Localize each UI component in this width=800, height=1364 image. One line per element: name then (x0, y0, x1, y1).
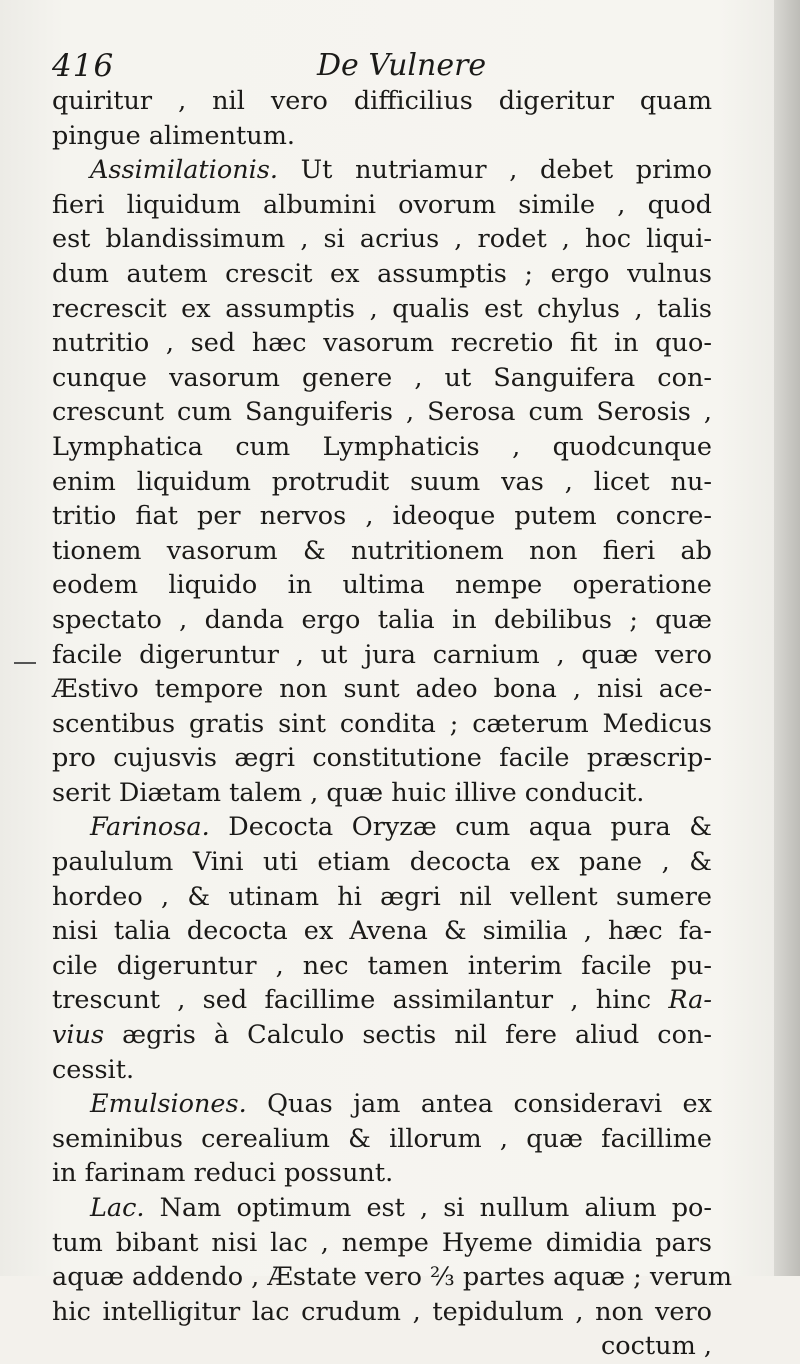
text-line: Lac. Nam optimum est , si nullum alium po- (90, 1193, 712, 1223)
text-line: cile digeruntur , nec tamen interim facile pu- (52, 950, 712, 981)
text-line: aquæ addendo , Æstate vero ⅔ partes aquæ ; verum (52, 1262, 733, 1293)
text-line: trescunt , sed facillime assimilantur , hinc Ra- (52, 985, 712, 1016)
text-line: nisi talia decocta ex Avena & similia , hæc fa- (52, 916, 712, 947)
text-line: dum autem crescit ex assumptis ; ergo vulnus (52, 258, 712, 289)
body-text (52, 84, 733, 1364)
text-line: pingue alimentum. (52, 120, 296, 151)
rubric-emulsiones: Emulsiones. (90, 1089, 247, 1120)
text-line: Lymphatica cum Lymphaticis , quodcunque (52, 431, 712, 462)
text-line: spectato , danda ergo talia in debilibus ; quæ (52, 604, 712, 635)
text-line: seminibus cerealium & illorum , quæ facillime (52, 1123, 712, 1154)
text-line: Æstivo tempore non sunt adeo bona , nisi ace- (52, 674, 712, 705)
text-line: vius ægris à Calculo sectis nil fere aliud con- (52, 1020, 712, 1051)
text-line: in farinam reduci possunt. (52, 1158, 394, 1189)
text-line: Assimilationis. Ut nutriamur , debet primo (90, 155, 713, 186)
text-line: crescunt cum Sanguiferis , Serosa cum Serosis , (52, 397, 712, 428)
text-line: Farinosa. Decocta Oryzæ cum aqua pura & (90, 812, 712, 843)
text-line: Emulsiones. Quas jam antea consideravi ex (90, 1089, 712, 1120)
text-line: nutritio , sed hæc vasorum recretio fit in quo- (52, 328, 712, 359)
text-line: facile digeruntur , ut jura carnium , quæ vero (52, 639, 712, 670)
rubric-assimilationis: Assimilationis. (90, 155, 278, 186)
running-head: De Vulnere (317, 48, 487, 83)
text-line: serit Diætam talem , quæ huic illive conducit. (52, 777, 645, 808)
text-line: est blandissimum , si acrius , rodet , hoc liqui- (52, 224, 712, 255)
text-line: paululum Vini uti etiam decocta ex pane , & (52, 847, 712, 878)
page-header (52, 48, 712, 88)
text-line: cessit. (52, 1054, 135, 1085)
margin-mark (14, 662, 36, 664)
author-name-ravius: Ra- (668, 985, 712, 1016)
text-line: tionem vasorum & nutritionem non fieri ab (52, 535, 712, 566)
text-line: enim liquidum protrudit suum vas , licet nu- (52, 466, 712, 497)
text-line: pro cujusvis ægri constitutione facile præscrip- (52, 743, 712, 774)
page-number: 416 (52, 48, 115, 84)
text-line: eodem liquido in ultima nempe operatione (52, 570, 712, 601)
text-line: quiritur , nil vero difficilius digeritur quam (52, 86, 712, 116)
text-line: tum bibant nisi lac , nempe Hyeme dimidia pars (52, 1227, 712, 1258)
rubric-farinosa: Farinosa. (90, 812, 210, 843)
text-line: fieri liquidum albumini ovorum simile , quod (52, 189, 712, 220)
text-line: hic intelligitur lac crudum , tepidulum , non vero (52, 1296, 712, 1327)
page-edge-shadow (774, 0, 800, 1276)
text-line: recrescit ex assumptis , qualis est chylus , talis (52, 293, 712, 324)
text-line: tritio fiat per nervos , ideoque putem concre- (52, 501, 712, 532)
catchword: coctum , (601, 1331, 712, 1362)
author-name-ravius-cont: vius (52, 1020, 105, 1051)
rubric-lac: Lac. (90, 1193, 145, 1223)
text-line: scentibus gratis sint condita ; cæterum Medicus (52, 708, 712, 739)
text-line: hordeo , & utinam hi ægri nil vellent sumere (52, 881, 712, 912)
text-line: cunque vasorum genere , ut Sanguifera con- (52, 362, 712, 393)
